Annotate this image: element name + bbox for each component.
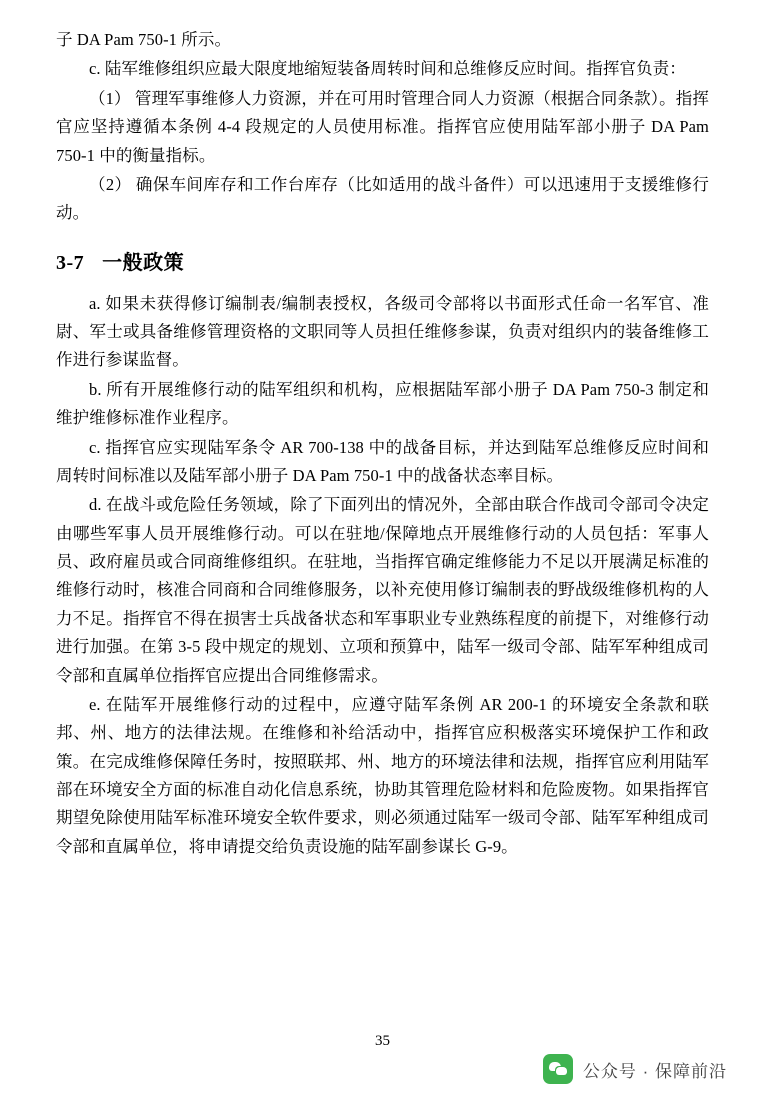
paragraph: b. 所有开展维修行动的陆军组织和机构，应根据陆军部小册子 DA Pam 750-3 制定和维护维修标准作业程序。 xyxy=(56,379,709,428)
section-title: 一般政策 xyxy=(102,251,185,274)
paragraph: （2） 确保车间库存和工作台库存（比如适用的战斗备件）可以迅速用于支援维修行动。 xyxy=(56,174,709,223)
section-heading xyxy=(56,248,709,278)
wechat-logo-icon xyxy=(543,1054,573,1084)
paragraph: d. 在战斗或危险任务领域，除了下面列出的情况外，全部由联合作战司令部司令决定由哪些军事人员开展维修行动。可以在驻地/保障地点开展维修行动的人员包括：军事人员、政府雇员或合同商维修组织。在驻地，当指挥官确定维修能力不足以开展满足标准的维修行动时，核准合同商和合同维修服务，以补充使用修订编制表的野战级维修机构的人力不足。指挥官不得在损害士兵战备状态和军事职业专业熟练程度的前提下，对维修行动进行加强。在第 3-5 段中规定的规划、立项和预算中，陆军一级司令部、陆军军种组成司令部和直属单位指挥官应提出合同维修需求。 xyxy=(56,495,709,685)
section-number: 3-7 xyxy=(56,251,85,274)
watermark xyxy=(543,1054,727,1084)
paragraph: 子 DA Pam 750-1 所示。 xyxy=(56,30,232,49)
paragraph: （1） 管理军事维修人力资源，并在可用时管理合同人力资源（根据合同条款）。指挥官应坚持遵循本条例 4-4 段规定的人员使用标准。指挥官应使用陆军部小册子 DA Pam 750-1 中的衡量指标。 xyxy=(56,88,709,165)
page-number: 35 xyxy=(375,1033,390,1049)
paragraph: c. 陆军维修组织应最大限度地缩短装备周转时间和总维修反应时间。指挥官负责： xyxy=(89,59,686,79)
watermark-text: 公众号 · 保障前沿 xyxy=(582,1061,727,1081)
paragraph: e. 在陆军开展维修行动的过程中，应遵守陆军条例 AR 200-1 的环境安全条款和联邦、州、地方的法律法规。在维修和补给活动中，指挥官应积极落实环境保护工作和政策。在完成维修保障任务时，按照联邦、州、地方的环境法律和法规，指挥官应利用陆军部在环境安全方面的标准自动化信息系统，协助其管理危险材料和危险废物。如果指挥官期望免除使用陆军标准环境安全软件要求，则必须通过陆军一级司令部、陆军军种组成司令部和直属单位，将申请提交给负责设施的陆军副参谋长 G-9。 xyxy=(56,694,709,856)
paragraph: a. 如果未获得修订编制表/编制表授权，各级司令部将以书面形式任命一名军官、准尉、军士或具备维修管理资格的文职同等人员担任维修参谋，负责对组织内的装备维修工作进行参谋监督。 xyxy=(56,293,709,370)
paragraph: c. 指挥官应实现陆军条令 AR 700-138 中的战备目标，并达到陆军总维修反应时间和周转时间标准以及陆军部小册子 DA Pam 750-1 中的战备状态率目标。 xyxy=(56,437,709,485)
